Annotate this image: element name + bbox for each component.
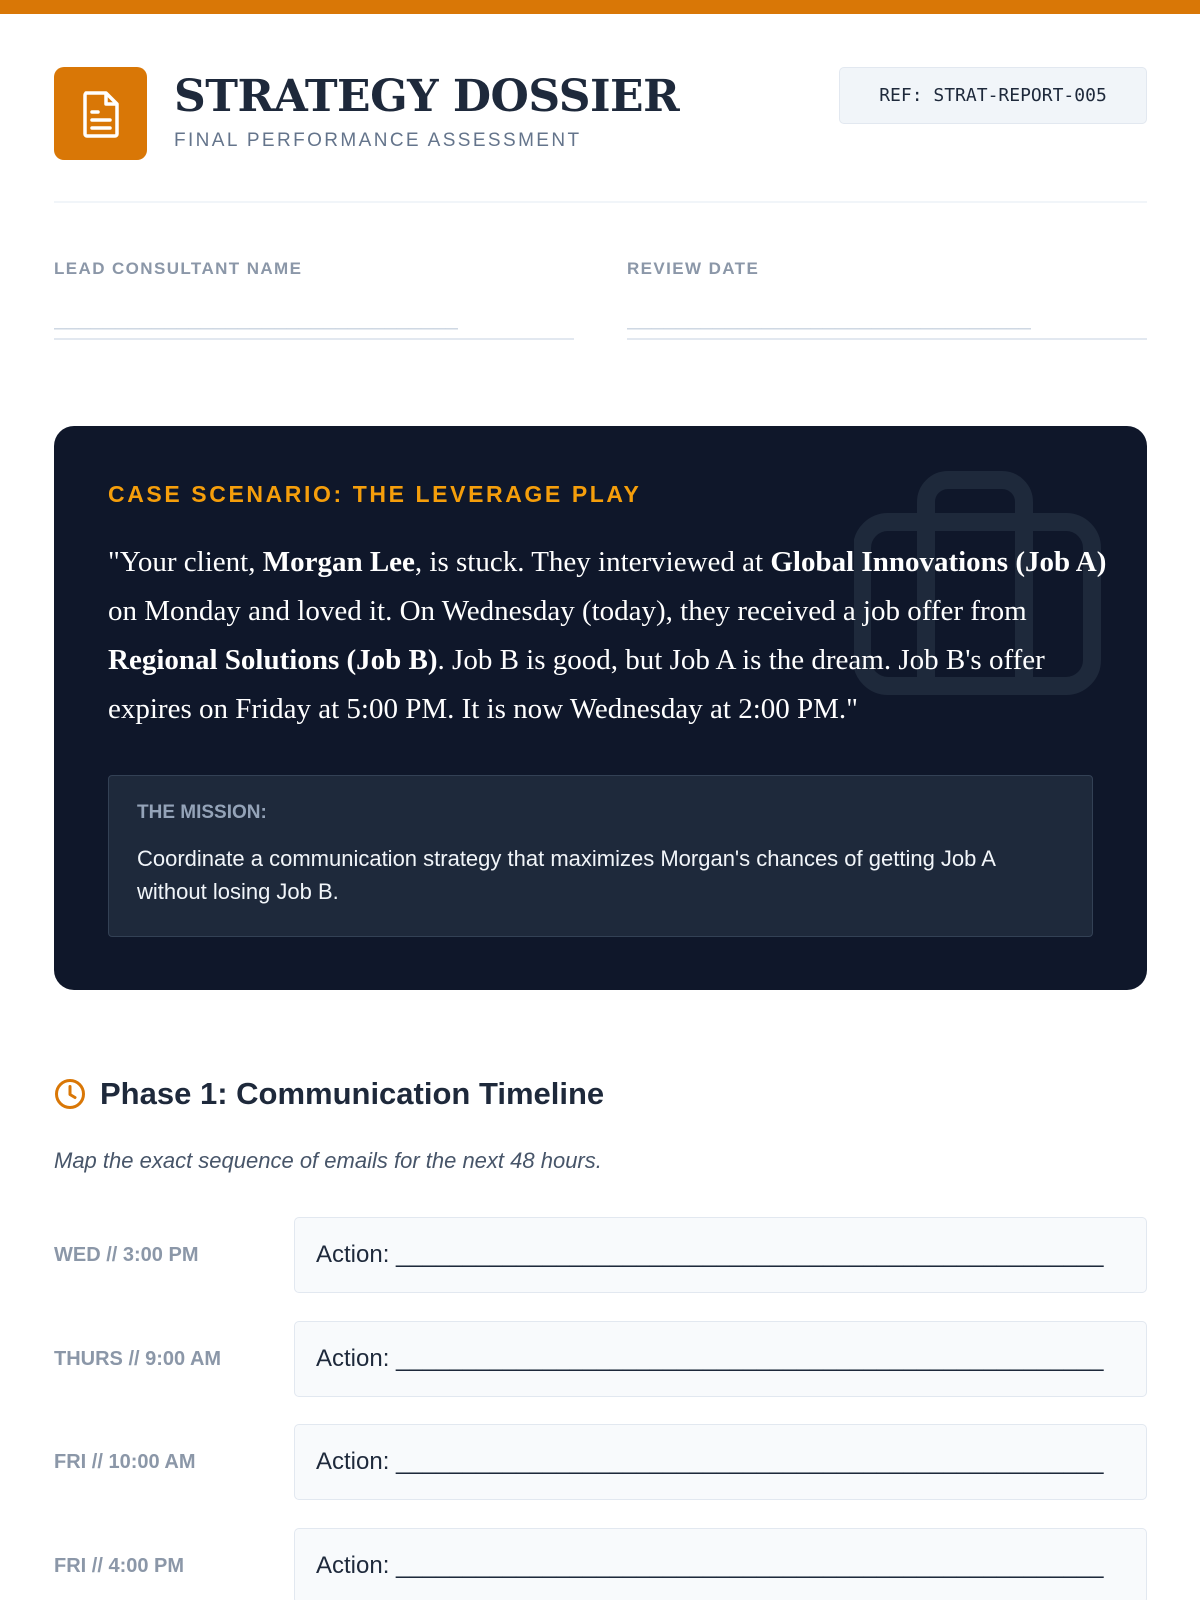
reference-badge: REF: STRAT-REPORT-005 (839, 67, 1147, 124)
timeline-time: THURS // 9:00 AM (54, 1347, 222, 1370)
document-icon (54, 67, 147, 160)
timeline-time: FRI // 4:00 PM (54, 1554, 185, 1577)
case-heading: CASE SCENARIO: THE LEVERAGE PLAY (108, 481, 642, 507)
lead-consultant-field[interactable] (54, 259, 574, 340)
timeline-row (54, 1528, 1147, 1600)
timeline-row (54, 1321, 1147, 1397)
page-title: STRATEGY DOSSIER (174, 71, 680, 122)
clock-icon (54, 1078, 86, 1110)
lead-consultant-blank[interactable]: _________________________________ (54, 305, 458, 330)
mission-text: Coordinate a communication strategy that maximizes Morgan's chances of getting Job A without losing Job B. (137, 846, 995, 904)
timeline-time: WED // 3:00 PM (54, 1243, 199, 1266)
timeline-action-field[interactable]: Action: _____________________________________________________ (294, 1321, 1147, 1397)
timeline-action-field[interactable]: Action: _____________________________________________________ (294, 1217, 1147, 1293)
case-text: . Job B is good, but Job A is the dream. Job B's offer expires on Friday at 5:00 PM. It is now Wednesday at 2:00 PM." (108, 644, 1045, 725)
page-subtitle: FINAL PERFORMANCE ASSESSMENT (174, 130, 582, 151)
case-text: on Monday and loved it. On Wednesday (today), they received a job offer from (108, 595, 1027, 627)
mission-label: THE MISSION: (137, 802, 267, 823)
header-divider (54, 201, 1147, 203)
mission-box (108, 775, 1093, 937)
phase-1-description: Map the exact sequence of emails for the next 48 hours. (54, 1148, 602, 1173)
case-text: , is stuck. They interviewed at (414, 546, 771, 578)
phase-1-header (54, 1074, 604, 1114)
phase-1-title: Phase 1: Communication Timeline (100, 1076, 605, 1111)
dossier-header (54, 67, 1147, 159)
case-scenario-text (108, 538, 1108, 734)
field-label: REVIEW DATE (627, 259, 760, 278)
job-a-name: Global Innovations (Job A) (770, 546, 1107, 578)
timeline-action-field[interactable]: Action: _____________________________________________________ (294, 1528, 1147, 1600)
job-b-name: Regional Solutions (Job B) (108, 644, 438, 676)
timeline-row (54, 1424, 1147, 1500)
timeline-time: FRI // 10:00 AM (54, 1450, 196, 1473)
timeline-action-field[interactable]: Action: _____________________________________________________ (294, 1424, 1147, 1500)
timeline-row (54, 1217, 1147, 1293)
case-text: "Your client, (108, 546, 263, 578)
field-underline (627, 338, 1147, 340)
field-underline (54, 338, 574, 340)
top-accent-bar (0, 0, 1200, 14)
review-date-field[interactable] (627, 259, 1147, 340)
case-scenario-card (54, 426, 1147, 990)
review-date-blank[interactable]: _________________________________ (627, 305, 1031, 330)
client-name: Morgan Lee (262, 546, 415, 578)
field-label: LEAD CONSULTANT NAME (54, 259, 303, 278)
